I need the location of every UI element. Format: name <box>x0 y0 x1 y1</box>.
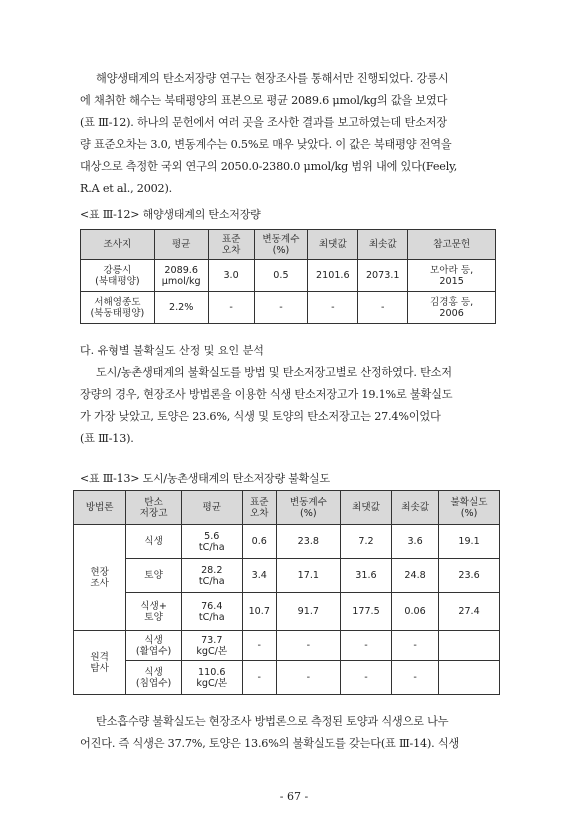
text-line: 탄소흡수량 불확실도는 현장조사 방법론으로 측정된 토양과 식생으로 나누 <box>96 715 449 728</box>
table-cell: - <box>308 292 358 324</box>
table-cell: 17.1 <box>276 559 340 593</box>
table-cell: 177.5 <box>340 593 391 631</box>
table-cell <box>439 661 500 695</box>
table-header-cell: 변동계수 (%) <box>276 491 340 525</box>
paragraph-uncertainty <box>80 362 508 450</box>
table-header-cell: 방법론 <box>74 491 126 525</box>
table-12 <box>80 229 496 324</box>
table-cell: 서해영종도 (북동태평양) <box>81 292 155 324</box>
text-line: 해양생태계의 탄소저장량 연구는 현장조사를 통해서만 진행되었다. 강릉시 <box>96 72 449 85</box>
table-cell <box>439 631 500 661</box>
table-header-cell: 참고문헌 <box>408 230 496 260</box>
table-cell: - <box>392 631 439 661</box>
table-cell: 2.2% <box>154 292 208 324</box>
paragraph-marine-carbon <box>80 68 508 200</box>
table-header-cell: 최솟값 <box>392 491 439 525</box>
table-cell: 0.6 <box>242 525 276 559</box>
table-cell: 식생+ 토양 <box>126 593 182 631</box>
table-13-caption: <표 Ⅲ-13> 도시/농촌생태계의 탄소저장량 불확실도 <box>80 472 330 485</box>
text-line: 가 가장 낮았고, 토양은 23.6%, 식생 및 토양의 탄소저장고는 27.4%이었다 <box>80 410 441 423</box>
table-cell: 모아라 등, 2015 <box>408 260 496 292</box>
table-header-cell: 최솟값 <box>358 230 408 260</box>
table-cell: 강릉시 (북태평양) <box>81 260 155 292</box>
method-group-cell: 현장 조사 <box>74 525 126 631</box>
table-cell: 23.6 <box>439 559 500 593</box>
table-13 <box>73 490 500 695</box>
table-cell: - <box>208 292 254 324</box>
table-header-cell: 표준 오차 <box>242 491 276 525</box>
method-group-cell: 원격 탐사 <box>74 631 126 695</box>
table-row <box>74 559 500 593</box>
table-cell: 76.4 tC/ha <box>181 593 242 631</box>
table-cell: - <box>358 292 408 324</box>
table-header-cell: 불확실도 (%) <box>439 491 500 525</box>
table-cell: 토양 <box>126 559 182 593</box>
table-cell: - <box>276 631 340 661</box>
table-cell: 3.4 <box>242 559 276 593</box>
table-cell: 0.5 <box>254 260 308 292</box>
table-row <box>74 631 500 661</box>
table-cell: 10.7 <box>242 593 276 631</box>
table-cell: 3.0 <box>208 260 254 292</box>
table-cell: 31.6 <box>340 559 391 593</box>
table-cell: 91.7 <box>276 593 340 631</box>
table-cell: 2101.6 <box>308 260 358 292</box>
text-line: 장량의 경우, 현장조사 방법론을 이용한 식생 탄소저장고가 19.1%로 불확실도 <box>80 388 453 401</box>
table-12-caption: <표 Ⅲ-12> 해양생태계의 탄소저장량 <box>80 208 261 221</box>
table-cell: 식생 (침엽수) <box>126 661 182 695</box>
table-cell: 24.8 <box>392 559 439 593</box>
paragraph-absorption <box>80 711 508 755</box>
table-cell: 2073.1 <box>358 260 408 292</box>
table-header-cell: 최댓값 <box>308 230 358 260</box>
table-cell: 0.06 <box>392 593 439 631</box>
section-title: 다. 유형별 불확실도 산정 및 요인 분석 <box>80 344 264 357</box>
table-header-cell: 탄소 저장고 <box>126 491 182 525</box>
table-cell: 식생 (활엽수) <box>126 631 182 661</box>
table-header-cell: 최댓값 <box>340 491 391 525</box>
text-line: (표 Ⅲ-13). <box>80 432 134 445</box>
table-cell: - <box>242 661 276 695</box>
table-cell: 23.8 <box>276 525 340 559</box>
text-line: 량 표준오차는 3.0, 변동계수는 0.5%로 매우 낮았다. 이 값은 북태평양 전역을 <box>80 138 452 151</box>
table-cell: - <box>392 661 439 695</box>
table-row <box>81 292 496 324</box>
text-line: 도시/농촌생태계의 불확실도를 방법 및 탄소저장고별로 산정하였다. 탄소저 <box>96 366 452 379</box>
table-header-cell: 표준 오차 <box>208 230 254 260</box>
table-cell: 5.6 tC/ha <box>181 525 242 559</box>
text-line: R.A et al., 2002). <box>80 182 172 195</box>
table-cell: - <box>276 661 340 695</box>
text-line: (표 Ⅲ-12). 하나의 문헌에서 여러 곳을 조사한 결과를 보고하였는데 탄소저장 <box>80 116 447 129</box>
table-cell: - <box>340 661 391 695</box>
table-cell: 28.2 tC/ha <box>181 559 242 593</box>
table-header-cell: 조사지 <box>81 230 155 260</box>
table-row <box>74 525 500 559</box>
table-cell: 27.4 <box>439 593 500 631</box>
table-header-cell: 변동계수 (%) <box>254 230 308 260</box>
table-cell: 식생 <box>126 525 182 559</box>
page-number: - 67 - <box>279 790 309 803</box>
table-cell: 19.1 <box>439 525 500 559</box>
table-cell: - <box>340 631 391 661</box>
table-cell: 2089.6 μmol/kg <box>154 260 208 292</box>
table-row <box>81 260 496 292</box>
text-line: 대상으로 측정한 국외 연구의 2050.0-2380.0 μmol/kg 범위 내에 있다(Feely, <box>80 160 458 173</box>
table-cell: 김경홍 등, 2006 <box>408 292 496 324</box>
text-line: 어진다. 즉 식생은 37.7%, 토양은 13.6%의 불확실도를 갖는다(표 Ⅲ-14). 식생 <box>80 737 460 750</box>
table-cell: - <box>242 631 276 661</box>
table-header-row <box>81 230 496 260</box>
text-line: 에 채취한 해수는 북태평양의 표본으로 평균 2089.6 μmol/kg의 값을 보였다 <box>80 94 448 107</box>
table-cell: - <box>254 292 308 324</box>
table-row <box>74 661 500 695</box>
table-header-row <box>74 491 500 525</box>
table-cell: 7.2 <box>340 525 391 559</box>
table-header-cell: 평균 <box>181 491 242 525</box>
table-cell: 3.6 <box>392 525 439 559</box>
table-row <box>74 593 500 631</box>
table-cell: 73.7 kgC/본 <box>181 631 242 661</box>
table-cell: 110.6 kgC/본 <box>181 661 242 695</box>
table-header-cell: 평균 <box>154 230 208 260</box>
